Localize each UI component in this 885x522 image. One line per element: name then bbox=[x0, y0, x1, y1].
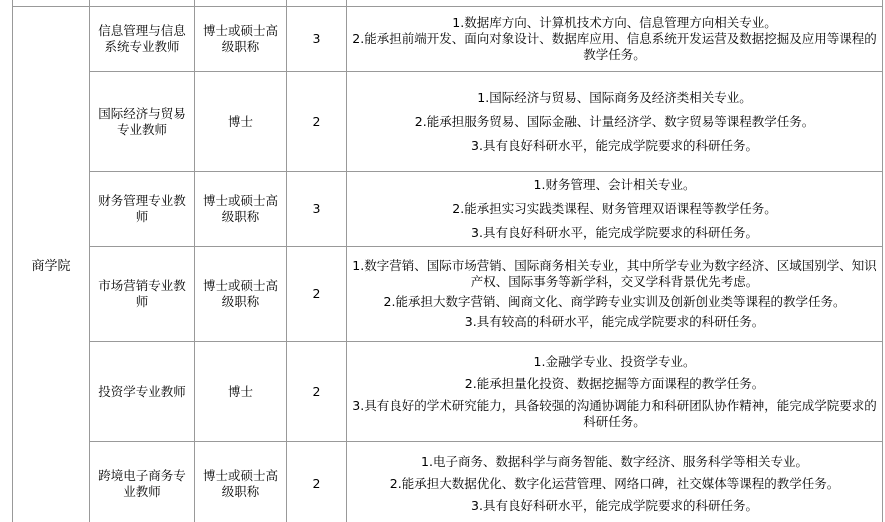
requirement-line: 3.具有良好科研水平，能完成学院要求的科研任务。 bbox=[471, 137, 758, 153]
requirement-line: 2.能承担量化投资、数据挖掘等方面课程的教学任务。 bbox=[464, 375, 765, 391]
requirements-cell bbox=[347, 172, 883, 247]
degree-cell: 博士或硕士高级职称 bbox=[195, 247, 287, 342]
requirement-line: 1.数据库方向、计算机技术方向、信息管理方向相关专业。 bbox=[452, 15, 777, 30]
requirement-line: 1.电子商务、数据科学与商务智能、数字经济、服务科学等相关专业。 bbox=[421, 454, 808, 469]
count-cell: 2 bbox=[287, 72, 347, 172]
degree-cell: 博士或硕士高级职称 bbox=[195, 172, 287, 247]
requirement-line: 3.具有良好的学术研究能力，具备较强的沟通协调能力和科研团队协作精神，能完成学院要求的科研任务。 bbox=[352, 397, 877, 429]
requirements-cell bbox=[347, 342, 883, 442]
requirement-line: 2.能承担实习实践类课程、财务管理双语课程等教学任务。 bbox=[452, 201, 777, 216]
position-cell: 国际经济与贸易专业教师 bbox=[90, 72, 195, 172]
requirement-line: 1.财务管理、会计相关专业。 bbox=[533, 177, 696, 192]
requirement-line: 1.国际经济与贸易、国际商务及经济类相关专业。 bbox=[477, 89, 752, 105]
position-cell: 市场营销专业教师 bbox=[90, 247, 195, 342]
table-row bbox=[13, 172, 883, 247]
position-cell: 跨境电子商务专业教师 bbox=[90, 442, 195, 522]
requirement-line: 3.具有较高的科研水平，能完成学院要求的科研任务。 bbox=[464, 314, 765, 329]
count-cell: 2 bbox=[287, 342, 347, 442]
table-row bbox=[13, 247, 883, 342]
count-cell: 3 bbox=[287, 7, 347, 72]
requirement-line: 2.能承担大数字营销、闽商文化、商学跨专业实训及创新创业类等课程的教学任务。 bbox=[383, 294, 846, 309]
requirements-cell bbox=[347, 7, 883, 72]
requirement-line: 2.能承担前端开发、面向对象设计、数据库应用、信息系统开发运营及数据挖掘及应用等课程的教学任务。 bbox=[352, 31, 877, 62]
table-row bbox=[13, 342, 883, 442]
recruitment-table bbox=[12, 0, 883, 522]
count-cell: 3 bbox=[287, 172, 347, 247]
requirements-cell bbox=[347, 442, 883, 522]
table-row bbox=[13, 72, 883, 172]
degree-cell: 博士 bbox=[195, 342, 287, 442]
department-cell: 商学院 bbox=[13, 7, 90, 522]
requirement-line: 2.能承担大数据优化、数字化运营管理、网络口碑，社交媒体等课程的教学任务。 bbox=[389, 476, 840, 491]
requirements-cell bbox=[347, 247, 883, 342]
requirement-line: 2.能承担服务贸易、国际金融、计量经济学、数字贸易等课程教学任务。 bbox=[414, 113, 815, 129]
degree-cell: 博士 bbox=[195, 72, 287, 172]
table-row bbox=[13, 7, 883, 72]
position-cell: 信息管理与信息系统专业教师 bbox=[90, 7, 195, 72]
requirement-line: 1.数字营销、国际市场营销、国际商务相关专业，其中所学专业为数字经济、区域国别学、知识产权、国际事务等新学科，交叉学科背景优先考虑。 bbox=[352, 258, 877, 289]
count-cell: 2 bbox=[287, 247, 347, 342]
requirement-line: 3.具有良好科研水平，能完成学院要求的科研任务。 bbox=[471, 225, 758, 240]
degree-cell: 博士或硕士高级职称 bbox=[195, 7, 287, 72]
requirement-line: 3.具有良好科研水平，能完成学院要求的科研任务。 bbox=[471, 498, 758, 513]
requirements-cell bbox=[347, 72, 883, 172]
table-row bbox=[13, 442, 883, 522]
requirement-line: 1.金融学专业、投资学专业。 bbox=[533, 353, 696, 369]
position-cell: 投资学专业教师 bbox=[90, 342, 195, 442]
degree-cell: 博士或硕士高级职称 bbox=[195, 442, 287, 522]
count-cell: 2 bbox=[287, 442, 347, 522]
position-cell: 财务管理专业教师 bbox=[90, 172, 195, 247]
